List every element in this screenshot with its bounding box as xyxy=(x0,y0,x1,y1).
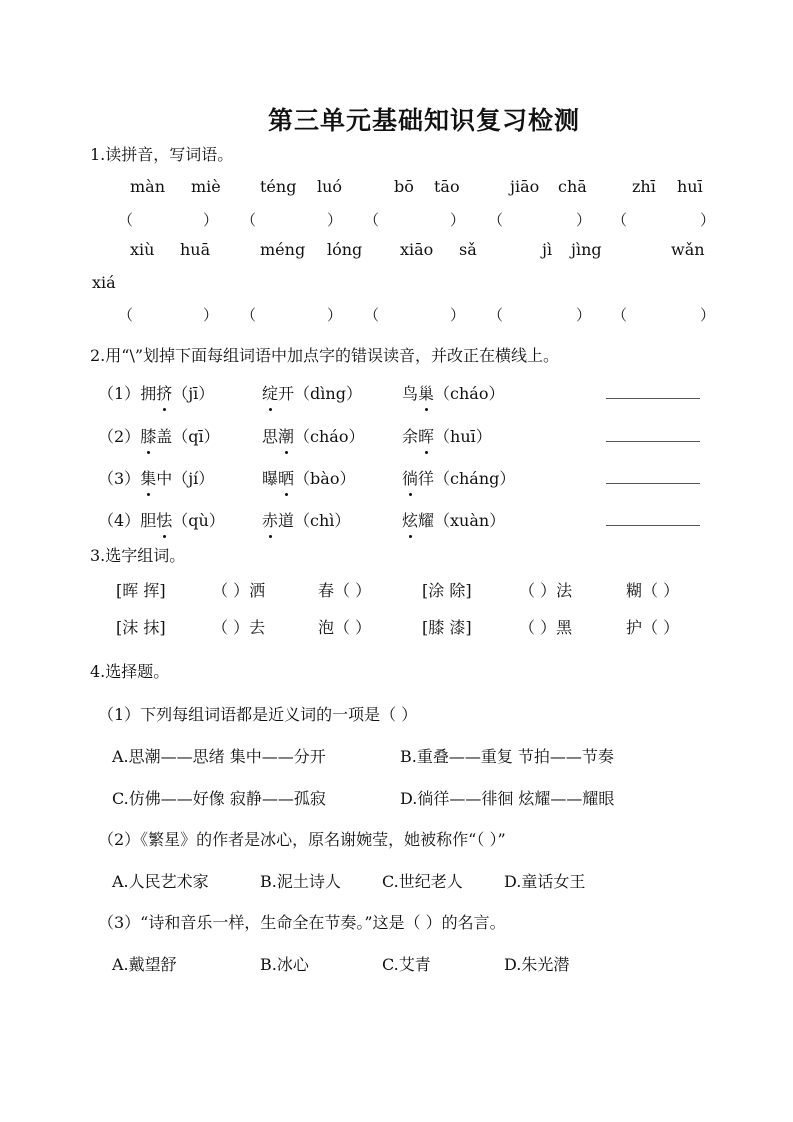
reading: （jí） xyxy=(172,469,215,488)
word-char: 道 xyxy=(278,511,295,530)
option-a[interactable]: A.思潮——思绪 集中——分开 xyxy=(112,747,326,766)
q4-heading: 4.选择题。 xyxy=(90,662,170,681)
answer-open: （ xyxy=(118,306,134,324)
fill-item[interactable]: 护（ ） xyxy=(626,618,680,637)
pinyin: zhī xyxy=(632,177,656,196)
answer-close: ） xyxy=(450,306,466,324)
dotted-char: 挤 xyxy=(156,381,172,404)
char-group: [涂 除] xyxy=(422,581,472,600)
dotted-char: 晒 xyxy=(278,466,294,489)
answer-open: （ xyxy=(612,211,628,229)
q3-heading: 3.选字组词。 xyxy=(90,546,186,565)
dotted-char: 膝 xyxy=(140,424,156,447)
answer-close: ） xyxy=(327,211,343,229)
dotted-char: 晖 xyxy=(418,424,434,447)
q2-row-2-word-3 xyxy=(402,424,492,447)
option-d[interactable]: D.童话女王 xyxy=(504,872,586,891)
word-char: 余 xyxy=(402,427,419,446)
answer-open: （ xyxy=(364,306,380,324)
pinyin: téng xyxy=(260,177,297,196)
word-char: 曝 xyxy=(262,469,279,488)
pinyin: huī xyxy=(677,177,703,196)
answer-close: ） xyxy=(203,306,219,324)
reading: （cháng） xyxy=(434,469,516,488)
word-char: 耀 xyxy=(418,511,435,530)
answer-open: （ xyxy=(241,306,257,324)
pinyin: huā xyxy=(180,240,211,259)
reading: （huī） xyxy=(434,427,492,446)
word-char: 开 xyxy=(278,384,295,403)
dotted-char: 潮 xyxy=(278,424,294,447)
word-char: 盖 xyxy=(156,427,173,446)
pinyin: xiá xyxy=(92,273,116,292)
answer-open: （ xyxy=(488,211,504,229)
q2-row-3 xyxy=(98,466,214,489)
q2-heading: 2.用“\”划掉下面每组词语中加点字的错误读音，并改正在横线上。 xyxy=(90,346,560,365)
pinyin: xiāo xyxy=(400,240,434,259)
word-char: 思 xyxy=(262,427,279,446)
pinyin: chā xyxy=(558,177,587,196)
item-number: （2） xyxy=(98,427,141,446)
reading: （chì） xyxy=(294,511,351,530)
item-number: （1） xyxy=(98,384,141,403)
pinyin: wǎn xyxy=(671,240,705,259)
dotted-char: 赤 xyxy=(262,508,278,531)
pinyin: lóng xyxy=(327,240,363,259)
q4-sub1-stem: （1）下列每组词语都是近义词的一项是（ ） xyxy=(98,705,418,724)
option-d[interactable]: D.朱光潜 xyxy=(504,955,570,974)
page-title: 第三单元基础知识复习检测 xyxy=(268,106,581,135)
answer-open: （ xyxy=(612,306,628,324)
pinyin: miè xyxy=(191,177,221,196)
pinyin: jiāo xyxy=(510,177,540,196)
pinyin: méng xyxy=(260,240,306,259)
pinyin: jìng xyxy=(571,240,602,259)
q1-heading: 1.读拼音，写词语。 xyxy=(90,145,234,164)
reading: （dìng） xyxy=(294,384,362,403)
answer-open: （ xyxy=(364,211,380,229)
char-group: [晖 挥] xyxy=(116,581,166,600)
fill-item[interactable]: 泡（ ） xyxy=(318,618,372,637)
q4-sub3-stem: （3）“诗和音乐一样，生命全在节奏。”这是（ ）的名言。 xyxy=(98,913,506,932)
answer-close: ） xyxy=(700,211,716,229)
answer-close: ） xyxy=(576,306,592,324)
fill-item[interactable]: 春（ ） xyxy=(318,581,372,600)
pinyin: tāo xyxy=(434,177,460,196)
fill-item[interactable]: （ ）黑 xyxy=(519,618,573,637)
reading: （bào） xyxy=(294,469,356,488)
dotted-char: 巢 xyxy=(418,381,434,404)
fill-item[interactable]: （ ）洒 xyxy=(212,581,266,600)
answer-close: ） xyxy=(327,306,343,324)
pinyin: bō xyxy=(394,177,414,196)
correction-line[interactable] xyxy=(606,441,700,442)
answer-open: （ xyxy=(241,211,257,229)
q2-row-2 xyxy=(98,424,220,447)
reading: （qù） xyxy=(172,511,225,530)
word-char: 中 xyxy=(156,469,173,488)
option-a[interactable]: A.人民艺术家 xyxy=(112,872,209,891)
q2-row-2-word-2 xyxy=(262,424,364,447)
option-b[interactable]: B.冰心 xyxy=(260,955,309,974)
dotted-char: 绽 xyxy=(262,381,278,404)
reading: （jī） xyxy=(172,384,215,403)
pinyin: luó xyxy=(317,177,343,196)
answer-close: ） xyxy=(700,306,716,324)
q2-row-3-word-2 xyxy=(262,466,355,489)
answer-open: （ xyxy=(488,306,504,324)
fill-item[interactable]: （ ）法 xyxy=(519,581,573,600)
char-group: [膝 漆] xyxy=(422,618,472,637)
pinyin: xiù xyxy=(130,240,155,259)
option-c[interactable]: C.艾青 xyxy=(382,955,431,974)
pinyin: màn xyxy=(130,177,166,196)
q2-row-4-word-3 xyxy=(402,508,505,531)
pinyin: jì xyxy=(542,240,553,259)
word-char: 胆 xyxy=(140,511,157,530)
reading: （cháo） xyxy=(294,427,365,446)
correction-line[interactable] xyxy=(606,525,700,526)
q2-row-1 xyxy=(98,381,214,404)
answer-close: ） xyxy=(203,211,219,229)
correction-line[interactable] xyxy=(606,483,700,484)
option-b[interactable]: B.泥土诗人 xyxy=(260,872,341,891)
word-char: 徉 xyxy=(418,469,435,488)
dotted-char: 集 xyxy=(140,466,156,489)
answer-open: （ xyxy=(118,211,134,229)
item-number: （3） xyxy=(98,469,141,488)
dotted-char: 徜 xyxy=(402,466,418,489)
dotted-char: 怯 xyxy=(156,508,172,531)
q2-row-4-word-2 xyxy=(262,508,350,531)
reading: （xuàn） xyxy=(434,511,506,530)
dotted-char: 炫 xyxy=(402,508,418,531)
option-c[interactable]: C.世纪老人 xyxy=(382,872,463,891)
answer-close: ） xyxy=(450,211,466,229)
correction-line[interactable] xyxy=(606,398,700,399)
char-group: [沫 抹] xyxy=(116,618,166,637)
option-a[interactable]: A.戴望舒 xyxy=(112,955,177,974)
q4-sub2-stem: （2）《繁星》的作者是冰心，原名谢婉莹，她被称作“（ ）” xyxy=(98,830,506,849)
pinyin: sǎ xyxy=(459,240,477,259)
word-char: 鸟 xyxy=(402,384,419,403)
reading: （cháo） xyxy=(434,384,505,403)
item-number: （4） xyxy=(98,511,141,530)
option-d[interactable]: D.徜徉——徘徊 炫耀——耀眼 xyxy=(400,789,615,808)
option-b[interactable]: B.重叠——重复 节拍——节奏 xyxy=(400,747,614,766)
q2-row-1-word-2 xyxy=(262,381,362,404)
q2-row-4 xyxy=(98,508,225,531)
q2-row-3-word-3 xyxy=(402,466,515,489)
answer-close: ） xyxy=(576,211,592,229)
fill-item[interactable]: 糊（ ） xyxy=(626,581,680,600)
option-c[interactable]: C.仿佛——好像 寂静——孤寂 xyxy=(112,789,326,808)
reading: （qī） xyxy=(172,427,220,446)
word-char: 拥 xyxy=(140,384,157,403)
q2-row-1-word-3 xyxy=(402,381,504,404)
fill-item[interactable]: （ ）去 xyxy=(212,618,266,637)
